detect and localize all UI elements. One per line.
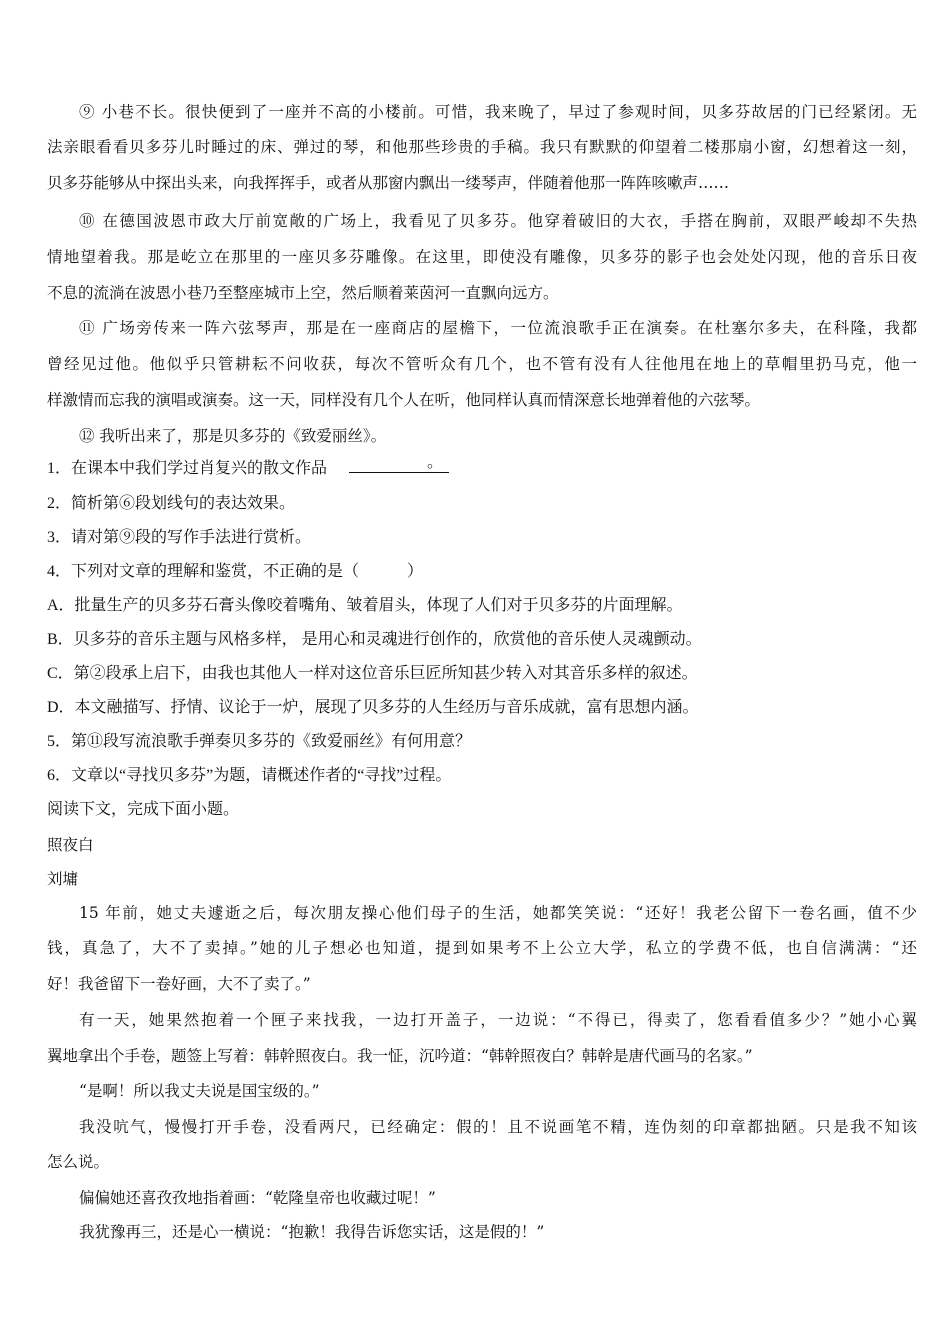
paragraph-12: ⑫ 我听出来了，那是贝多芬的《致爱丽丝》。 xyxy=(79,427,387,445)
paragraph-9-line-1: ⑨ 小巷不长。很快便到了一座并不高的小楼前。可惜，我来晚了，早过了参观时间，贝多芬故居的门已经紧闭。无 xyxy=(79,103,917,121)
question-1-text: 1．在课本中我们学过肖复兴的散文作品 xyxy=(47,460,328,477)
paragraph-11-line-1: ⑪ 广场旁传来一阵六弦琴声，那是在一座商店的屋檐下，一位流浪歌手正在演奏。在杜塞尔多夫，在科隆，我都 xyxy=(79,319,917,337)
story-paragraph-1-line-3: 好！我爸留下一卷好画，大不了卖了。” xyxy=(47,975,311,993)
story-paragraph-6: 我犹豫再三，还是心一横说：“抱歉！我得告诉您实话，这是假的！” xyxy=(79,1223,545,1241)
story-paragraph-3: “是啊！所以我丈夫说是国宝级的。” xyxy=(79,1082,320,1100)
question-5: 5．第⑪段写流浪歌手弹奏贝多芬的《致爱丽丝》有何用意？ xyxy=(47,733,472,750)
question-1 xyxy=(47,452,917,486)
story-paragraph-1-line-2: 钱，真急了，大不了卖掉。”她的儿子想必也知道，提到如果考不上公立大学，私立的学费不低，也自信满满：“还 xyxy=(47,939,917,957)
option-a: A．批量生产的贝多芬石膏头像咬着嘴角、皱着眉头，体现了人们对于贝多芬的片面理解。 xyxy=(47,597,683,614)
story-paragraph-2-line-2: 翼地拿出个手卷，题签上写着：韩幹照夜白。我一怔，沉吟道：“韩幹照夜白？韩幹是唐代画马的名家。” xyxy=(47,1047,753,1065)
option-c: C．第②段承上启下，由我也其他人一样对这位音乐巨匠所知甚少转入对其音乐多样的叙述。 xyxy=(47,665,698,682)
question-3: 3．请对第⑨段的写作手法进行赏析。 xyxy=(47,529,312,546)
paragraph-10-line-2: 情地望着我。那是屹立在那里的一座贝多芬雕像。在这里，即使没有雕像，贝多芬的影子也会处处闪现，他的音乐日夜 xyxy=(47,248,917,266)
story-paragraph-2-line-1: 有一天，她果然抱着一个匣子来找我，一边打开盖子，一边说：“不得已，得卖了，您看看值多少？”她小心翼 xyxy=(79,1011,917,1029)
question-6: 6．文章以“寻找贝多芬”为题，请概述作者的“寻找”过程。 xyxy=(47,767,452,784)
option-b: B．贝多芬的音乐主题与风格多样， 是用心和灵魂进行创作的，欣赏他的音乐使人灵魂颤动。 xyxy=(47,631,702,648)
reading-instruction: 阅读下文，完成下面小题。 xyxy=(47,801,240,818)
paragraph-10-line-1: ⑩ 在德国波恩市政大厅前宽敞的广场上，我看见了贝多芬。他穿着破旧的大衣，手搭在胸前，双眼严峻却不失热 xyxy=(79,212,917,230)
paragraph-11-line-2: 曾经见过他。他似乎只管耕耘不问收获，每次不管听众有几个，也不管有没有人往他甩在地上的草帽里扔马克，他一 xyxy=(47,355,917,373)
question-2: 2．简析第⑥段划线句的表达效果。 xyxy=(47,495,296,512)
story-paragraph-1-line-1: 15 年前，她丈夫遽逝之后，每次朋友操心他们母子的生活，她都笑笑说：“还好！我老公留下一卷名画，值不少 xyxy=(79,904,917,922)
paragraph-9-line-2: 法亲眼看看贝多芬儿时睡过的床、弹过的琴，和他那些珍贵的手稿。我只有默默的仰望着二楼那扇小窗，幻想着这一刻， xyxy=(47,138,917,156)
story-paragraph-4-line-2: 怎么说。 xyxy=(47,1153,110,1171)
story-paragraph-5: 偏偏她还喜孜孜地指着画：“乾隆皇帝也收藏过呢！” xyxy=(79,1189,436,1207)
paragraph-10-line-3: 不息的流淌在波恩小巷乃至整座城市上空，然后顺着莱茵河一直飘向远方。 xyxy=(47,284,559,302)
article-author: 刘墉 xyxy=(47,870,79,888)
paragraph-11-line-3: 样激情而忘我的演唱或演奏。这一天，同样没有几个人在听，他同样认真而情深意长地弹着他的六弦琴。 xyxy=(47,391,761,409)
paragraph-9-line-3: 贝多芬能够从中探出头来，向我挥挥手，或者从那窗内飘出一缕琴声，伴随着他那一阵阵咳嗽声…… xyxy=(47,174,730,192)
story-paragraph-4-line-1: 我没吭气，慢慢打开手卷，没看两尺，已经确定：假的！且不说画笔不精，连伪刻的印章都拙陋。只是我不知该 xyxy=(79,1118,917,1136)
article-title: 照夜白 xyxy=(47,836,94,854)
answer-blank-end: 。 xyxy=(427,454,444,471)
option-d: D．本文融描写、抒情、议论于一炉，展现了贝多芬的人生经历与音乐成就，富有思想内涵。 xyxy=(47,699,699,716)
question-4: 4．下列对文章的理解和鉴赏，不正确的是（ ） xyxy=(47,563,424,580)
answer-blank xyxy=(349,452,449,473)
